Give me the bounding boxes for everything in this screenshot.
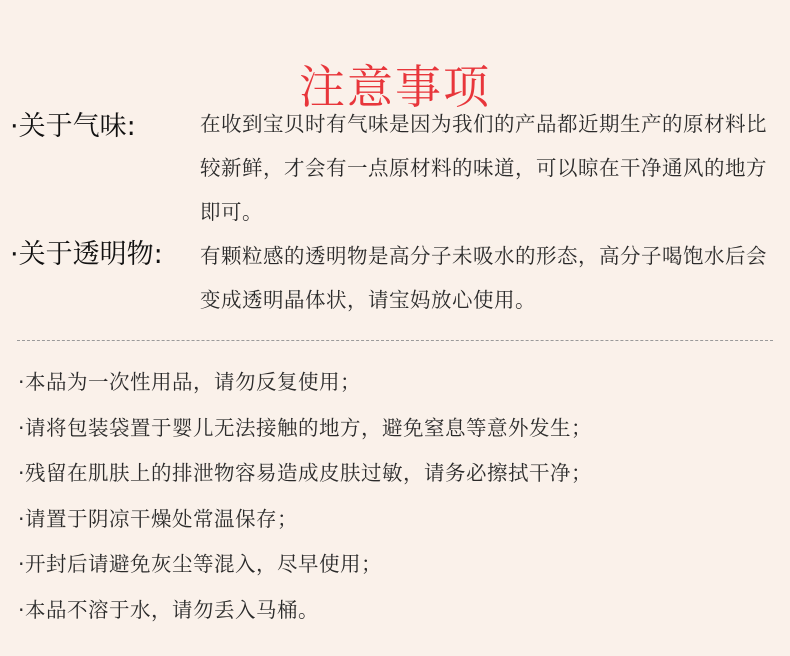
dashed-divider [17, 340, 773, 341]
qa-question-smell: ·关于气味: [10, 111, 136, 142]
qa-answer-transparent-particles: 有颗粒感的透明物是高分子未吸水的形态，高分子喝饱水后会变成透明晶体状，请宝妈放心使用。 [200, 244, 767, 312]
note-item: ·残留在肌肤上的排泄物容易造成皮肤过敏，请务必擦拭干净； [18, 461, 593, 486]
note-item: ·开封后请避免灰尘等混入，尽早使用； [18, 552, 383, 577]
note-item: ·请置于阴凉干燥处常温保存； [18, 506, 299, 531]
note-item: ·请将包装袋置于婴儿无法接触的地方，避免窒息等意外发生； [18, 415, 593, 440]
note-item: ·本品为一次性用品，请勿反复使用； [18, 370, 362, 394]
page-title: 注意事项 [299, 59, 491, 114]
qa-answer-smell: 在收到宝贝时有气味是因为我们的产品都近期生产的原材料比较新鲜，才会有一点原材料的味道，可以晾在干净通风的地方即可。 [200, 112, 767, 224]
qa-question-transparent-particles: ·关于透明物: [10, 239, 163, 270]
note-item: ·本品不溶于水，请勿丢入马桶。 [18, 597, 320, 622]
notes-list [18, 360, 778, 634]
